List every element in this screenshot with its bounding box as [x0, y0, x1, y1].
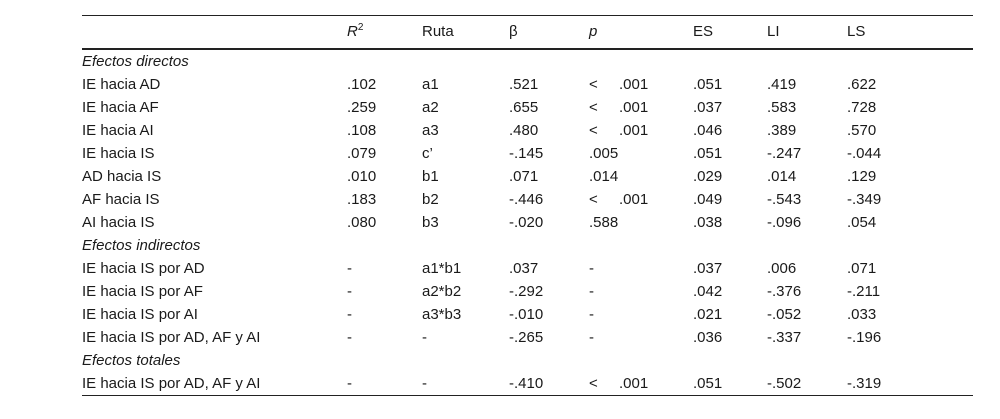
row-label: AF hacia IS	[82, 191, 160, 208]
cell-ls: -.044	[847, 145, 882, 162]
row-label: AI hacia IS	[82, 214, 155, 231]
section-title: Efectos indirectos	[82, 237, 201, 254]
cell-p	[589, 372, 693, 396]
cell-es: .051	[693, 145, 723, 162]
row-label: IE hacia IS por AD, AF y AI	[82, 329, 261, 346]
cell-r2: -	[347, 260, 352, 277]
cell-beta: .480	[509, 122, 539, 139]
cell-ruta: -	[422, 372, 509, 396]
cell-r2: -	[347, 306, 352, 323]
table-header-row	[82, 16, 973, 50]
cell-ls: .622	[847, 76, 877, 93]
cell-r2: .010	[347, 168, 377, 185]
table-row	[82, 211, 973, 234]
cell-ruta: a1	[422, 76, 439, 93]
cell-r2: -	[347, 329, 352, 346]
cell-ls: -.196	[847, 329, 882, 346]
cell-p	[589, 96, 693, 119]
row-label: IE hacia IS por AD	[82, 260, 205, 277]
cell-li: -.247	[767, 145, 802, 162]
cell-es: .049	[693, 191, 723, 208]
cell-beta: -.292	[509, 283, 544, 300]
cell-li: -.502	[767, 372, 847, 396]
cell-beta: .071	[509, 168, 539, 185]
cell-li: .014	[767, 168, 797, 185]
row-label: IE hacia AD	[82, 76, 161, 93]
cell-ruta: a3	[422, 122, 439, 139]
cell-r2: .183	[347, 191, 377, 208]
cell-beta: -.265	[509, 329, 544, 346]
section-row	[82, 349, 973, 372]
row-label: IE hacia IS por AF	[82, 283, 203, 300]
cell-beta: -.145	[509, 145, 544, 162]
table-row	[82, 73, 973, 96]
cell-r2: -	[347, 283, 352, 300]
table-row	[82, 303, 973, 326]
cell-es: .046	[693, 122, 723, 139]
cell-es: .051	[693, 76, 723, 93]
cell-es: .037	[693, 260, 723, 277]
p-sign: <	[589, 122, 598, 139]
cell-li: -.543	[767, 191, 802, 208]
cell-es: .021	[693, 306, 723, 323]
header-ls: LS	[847, 16, 973, 50]
cell-beta: -.446	[509, 191, 544, 208]
cell-ls: -.319	[847, 372, 973, 396]
cell-ls: .728	[847, 99, 877, 116]
p-value: .001	[619, 122, 649, 139]
cell-ruta: a3*b3	[422, 306, 462, 323]
header-label	[82, 16, 347, 50]
p-value: .001	[619, 99, 649, 116]
cell-es: .051	[693, 372, 767, 396]
cell-p: .588	[589, 214, 619, 231]
cell-r2: .079	[347, 145, 377, 162]
cell-p: .005	[589, 145, 619, 162]
cell-p: -	[589, 329, 594, 346]
header-ruta: Ruta	[422, 16, 509, 50]
cell-li: .583	[767, 99, 797, 116]
header-r2-symbol: R	[347, 23, 358, 40]
mediation-results-table	[82, 15, 973, 396]
cell-li: .389	[767, 122, 797, 139]
row-label: IE hacia AI	[82, 122, 154, 139]
cell-ls: .129	[847, 168, 877, 185]
cell-ruta: b1	[422, 168, 439, 185]
cell-ls: .033	[847, 306, 877, 323]
row-label: IE hacia IS por AI	[82, 306, 198, 323]
cell-es: .036	[693, 329, 723, 346]
table-row	[82, 165, 973, 188]
table-row	[82, 119, 973, 142]
cell-r2: .108	[347, 122, 377, 139]
cell-li: -.096	[767, 214, 802, 231]
cell-ruta: a1*b1	[422, 260, 462, 277]
cell-p: .014	[589, 168, 619, 185]
section-title: Efectos totales	[82, 352, 181, 369]
header-r2	[347, 16, 422, 50]
cell-r2: -	[347, 372, 422, 396]
cell-p	[589, 188, 693, 211]
p-sign: <	[589, 375, 598, 392]
section-title: Efectos directos	[82, 53, 189, 70]
header-li: LI	[767, 16, 847, 50]
cell-ruta: a2	[422, 99, 439, 116]
cell-beta: .037	[509, 260, 539, 277]
row-label: IE hacia AF	[82, 99, 159, 116]
p-sign: <	[589, 99, 598, 116]
table-row	[82, 372, 973, 396]
cell-es: .037	[693, 99, 723, 116]
section-row	[82, 49, 973, 73]
cell-ruta: b3	[422, 214, 439, 231]
cell-ls: .071	[847, 260, 877, 277]
cell-es: .029	[693, 168, 723, 185]
row-label: AD hacia IS	[82, 168, 162, 185]
row-label: IE hacia IS	[82, 145, 155, 162]
cell-beta: -.020	[509, 214, 544, 231]
cell-r2: .102	[347, 76, 377, 93]
cell-p: -	[589, 260, 594, 277]
header-es: ES	[693, 16, 767, 50]
table-body	[82, 49, 973, 396]
p-value: .001	[619, 191, 649, 208]
cell-ruta: a2*b2	[422, 283, 462, 300]
cell-p: -	[589, 283, 594, 300]
p-value: .001	[619, 76, 649, 93]
table-row	[82, 326, 973, 349]
table-row	[82, 96, 973, 119]
cell-es: .038	[693, 214, 723, 231]
p-sign: <	[589, 191, 598, 208]
cell-ruta: b2	[422, 191, 439, 208]
p-sign: <	[589, 76, 598, 93]
table-row	[82, 257, 973, 280]
header-beta: β	[509, 16, 589, 50]
cell-r2: .080	[347, 214, 377, 231]
cell-p: -	[589, 306, 594, 323]
row-label: IE hacia IS por AD, AF y AI	[82, 372, 347, 396]
table-row	[82, 280, 973, 303]
cell-p	[589, 73, 693, 96]
cell-beta: .655	[509, 99, 539, 116]
header-r2-exponent: 2	[357, 22, 364, 33]
table-row	[82, 142, 973, 165]
cell-li: -.052	[767, 306, 802, 323]
cell-ruta: -	[422, 329, 427, 346]
cell-li: -.376	[767, 283, 802, 300]
header-p: p	[589, 16, 693, 50]
cell-ruta: c’	[422, 145, 433, 162]
cell-li: -.337	[767, 329, 802, 346]
table-row	[82, 188, 973, 211]
cell-li: .006	[767, 260, 797, 277]
cell-beta: -.410	[509, 372, 589, 396]
cell-ls: -.211	[847, 283, 881, 300]
cell-ls: .570	[847, 122, 877, 139]
cell-beta: -.010	[509, 306, 544, 323]
section-row	[82, 234, 973, 257]
cell-beta: .521	[509, 76, 539, 93]
cell-li: .419	[767, 76, 797, 93]
cell-ls: .054	[847, 214, 877, 231]
cell-r2: .259	[347, 99, 377, 116]
p-value: .001	[619, 375, 649, 392]
cell-p	[589, 119, 693, 142]
cell-es: .042	[693, 283, 723, 300]
cell-ls: -.349	[847, 191, 882, 208]
